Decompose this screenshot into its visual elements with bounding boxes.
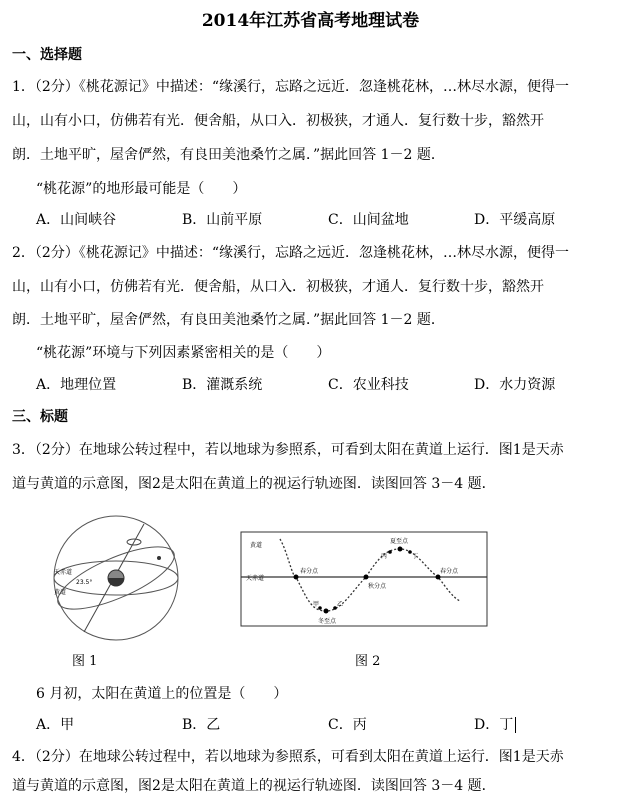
q3-option-d[interactable] xyxy=(474,714,620,734)
q2-option-c[interactable]: C．农业科技 xyxy=(328,377,409,393)
fig2-label-celestial-equator: 天赤道 xyxy=(246,575,265,582)
fig2-label-winter-solstice: 冬至点 xyxy=(318,618,337,625)
fig2-label-summer-solstice: 夏至点 xyxy=(390,538,409,545)
fig1-label-ecliptic: 黄道 xyxy=(54,589,67,596)
fig2-label-autumn-equinox: 秋分点 xyxy=(368,583,387,590)
q3-line-2: 道与黄道的示意图，图2是太阳在黄道上的视运行轨迹图．读图回答 3－4 题． xyxy=(12,476,496,492)
text-cursor xyxy=(515,717,516,733)
q3-option-c[interactable]: C．丙 xyxy=(328,717,367,733)
fig1-label-angle: 23.5° xyxy=(76,579,93,586)
q4-line-1: 4．（2分）在地球公转过程中，若以地球为参照系，可看到太阳在黄道上运行．图1是天赤 xyxy=(12,749,564,765)
q1-stem: “桃花源”的地形最可能是（ ） xyxy=(36,181,247,197)
fig1-label-celestial-equator: 天赤道 xyxy=(54,569,73,576)
figure-2-ecliptic-path xyxy=(240,531,488,627)
q2-stem: “桃花源”环境与下列因素紧密相关的是（ ） xyxy=(36,345,331,361)
q2-line-2: 山，山有小口，仿佛若有光．便舍船，从口入．初极狭，才通人．复行数十步，豁然开 xyxy=(12,279,544,295)
q3-option-a[interactable]: A．甲 xyxy=(36,717,75,733)
fig2-label-spring-equinox-left: 春分点 xyxy=(300,568,319,575)
q2-option-a[interactable]: A．地理位置 xyxy=(36,377,117,393)
figure-2-caption: 图 2 xyxy=(355,654,381,669)
paper-title: 2014年江苏省高考地理试卷 xyxy=(201,11,420,31)
q2-option-d[interactable]: D．水力资源 xyxy=(474,377,556,393)
q3-line-1: 3．（2分）在地球公转过程中，若以地球为参照系，可看到太阳在黄道上运行．图1是天赤 xyxy=(12,442,564,458)
q1-line-1: 1．（2分）《桃花源记》中描述：“缘溪行，忘路之远近．忽逢桃花林，…林尽水源，便得一 xyxy=(12,79,569,95)
figure-1-celestial-sphere xyxy=(36,512,196,647)
q1-option-b[interactable]: B．山前平原 xyxy=(182,212,263,228)
q2-line-3: 朗．土地平旷，屋舍俨然，有良田美池桑竹之属．”据此回答 1－2 题． xyxy=(12,312,445,328)
q1-option-d[interactable]: D．平缓高原 xyxy=(474,212,556,228)
q3-stem: 6 月初，太阳在黄道上的位置是（ ） xyxy=(36,686,288,702)
fig2-label-yi: 乙 xyxy=(337,601,344,608)
fig2-label-ecliptic: 黄道 xyxy=(250,542,263,549)
section-heading-title: 三、标题 xyxy=(12,409,68,425)
fig2-label-spring-equinox-right: 春分点 xyxy=(440,568,459,575)
q3-options xyxy=(36,714,620,734)
q3-option-b[interactable]: B．乙 xyxy=(182,717,221,733)
q2-option-b[interactable]: B．灌溉系统 xyxy=(182,377,263,393)
figure-1-caption: 图 1 xyxy=(72,654,98,669)
fig2-label-ding: 丁 xyxy=(412,553,419,560)
fig2-label-jia: 甲 xyxy=(313,601,320,608)
section-heading-choice: 一、选择题 xyxy=(12,47,82,63)
fig2-label-bing: 丙 xyxy=(381,553,388,560)
q2-line-1: 2．（2分）《桃花源记》中描述：“缘溪行，忘路之远近．忽逢桃花林，…林尽水源，便得一 xyxy=(12,245,569,261)
q3-option-d-label: D．丁 xyxy=(474,717,514,733)
q1-option-a[interactable]: A．山间峡谷 xyxy=(36,212,117,228)
q2-options xyxy=(36,374,620,394)
q1-options xyxy=(36,209,620,229)
q1-option-c[interactable]: C．山间盆地 xyxy=(328,212,409,228)
q1-line-2: 山，山有小口，仿佛若有光．便舍船，从口入．初极狭，才通人．复行数十步，豁然开 xyxy=(12,113,544,129)
q4-line-2: 道与黄道的示意图，图2是太阳在黄道上的视运行轨迹图．读图回答 3－4 题． xyxy=(12,778,496,794)
q1-line-3: 朗．土地平旷，屋舍俨然，有良田美池桑竹之属．”据此回答 1－2 题． xyxy=(12,147,445,163)
